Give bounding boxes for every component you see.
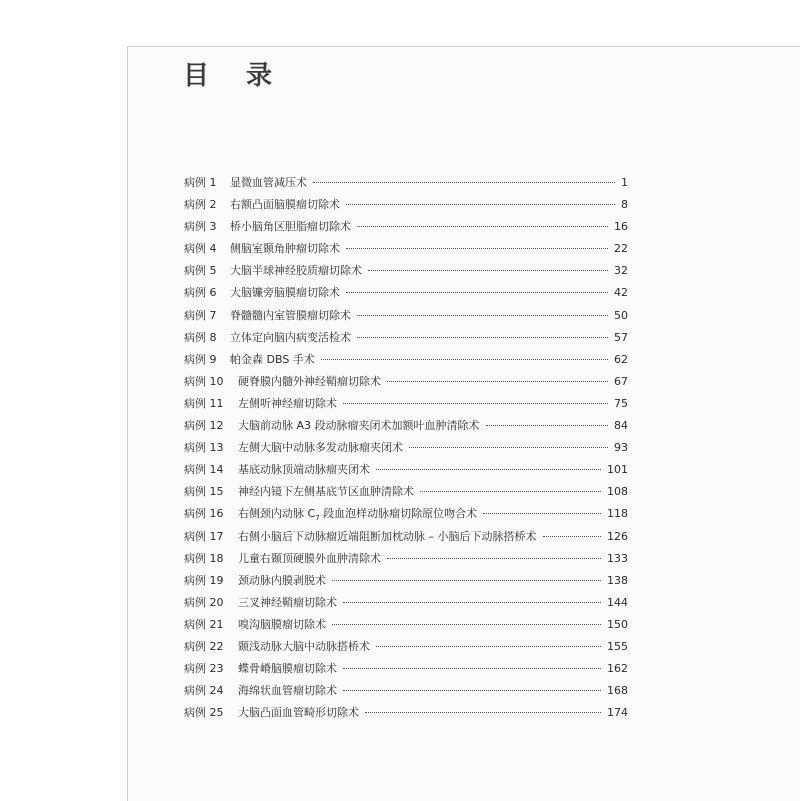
page-number: 84 — [614, 419, 628, 433]
page-number: 118 — [607, 507, 628, 521]
case-label: 病例 21 — [184, 617, 224, 631]
entry-title: 脊髓髓内室管膜瘤切除术 — [230, 308, 351, 322]
toc-entry[interactable] — [184, 415, 628, 437]
case-label: 病例 1 — [184, 176, 217, 189]
toc-entry[interactable] — [184, 305, 628, 327]
page-number: 16 — [614, 220, 628, 234]
page-number: 67 — [614, 374, 628, 388]
dot-leader — [343, 602, 601, 603]
entry-title: 大脑凸面血管畸形切除术 — [238, 706, 359, 720]
entry-title: 硬脊膜内髓外神经鞘瘤切除术 — [238, 374, 381, 388]
page-number: 101 — [607, 463, 628, 477]
toc-entry[interactable] — [184, 437, 628, 459]
dot-leader — [346, 204, 615, 205]
entry-title-subscript: 7 — [315, 514, 320, 523]
entry-title: 右额凸面脑膜瘤切除术 — [230, 198, 340, 212]
page-number: 50 — [614, 308, 628, 322]
case-label: 病例 6 — [184, 286, 217, 300]
dot-leader — [346, 248, 608, 249]
case-label: 病例 20 — [184, 595, 224, 609]
table-of-contents — [184, 172, 628, 724]
dot-leader — [409, 447, 608, 448]
page-number: 1 — [621, 176, 628, 189]
case-label: 病例 13 — [184, 441, 224, 455]
entry-title: 大脑半球神经胶质瘤切除术 — [230, 264, 362, 278]
toc-entry[interactable] — [184, 238, 628, 260]
page-number: 168 — [607, 684, 628, 698]
page-number: 22 — [614, 242, 628, 256]
toc-entry[interactable] — [184, 393, 628, 415]
toc-entry[interactable] — [184, 459, 628, 481]
dot-leader — [357, 226, 608, 227]
page-number: 133 — [607, 551, 628, 565]
dot-leader — [368, 270, 608, 271]
dot-leader — [343, 668, 601, 669]
case-label: 病例 3 — [184, 220, 217, 234]
page-number: 32 — [614, 264, 628, 278]
toc-entry[interactable] — [184, 548, 628, 570]
case-label: 病例 16 — [184, 507, 224, 521]
dot-leader — [420, 491, 601, 492]
entry-title: 帕金森 DBS 手术 — [230, 352, 315, 366]
page-number: 42 — [614, 286, 628, 300]
toc-entry[interactable] — [184, 172, 628, 194]
dot-leader — [313, 182, 615, 183]
toc-entry[interactable] — [184, 614, 628, 636]
entry-title: 大脑前动脉 A3 段动脉瘤夹闭术加额叶血肿清除术 — [238, 419, 480, 433]
toc-entry[interactable] — [184, 570, 628, 592]
dot-leader — [332, 624, 601, 625]
dot-leader — [343, 690, 601, 691]
entry-title: 大脑镰旁脑膜瘤切除术 — [230, 286, 340, 300]
entry-title: 儿童右颞顶硬膜外血肿清除术 — [238, 551, 381, 565]
entry-title-part: 段血泡样动脉瘤切除原位吻合术 — [319, 507, 478, 521]
entry-title: 颞浅动脉大脑中动脉搭桥术 — [238, 639, 370, 653]
case-label: 病例 12 — [184, 419, 224, 433]
case-label: 病例 19 — [184, 573, 224, 587]
toc-entry[interactable] — [184, 481, 628, 503]
dot-leader — [365, 712, 601, 713]
page-number: 155 — [607, 639, 628, 653]
page-number: 93 — [614, 441, 628, 455]
dot-leader — [376, 469, 601, 470]
toc-entry[interactable] — [184, 371, 628, 393]
toc-entry[interactable] — [184, 260, 628, 282]
case-label: 病例 25 — [184, 706, 224, 720]
dot-leader — [376, 646, 601, 647]
dot-leader — [357, 315, 608, 316]
toc-entry[interactable] — [184, 349, 628, 371]
dot-leader — [332, 580, 601, 581]
dot-leader — [357, 337, 608, 338]
toc-entry[interactable] — [184, 526, 628, 548]
toc-entry[interactable] — [184, 592, 628, 614]
page-number: 138 — [607, 573, 628, 587]
case-label: 病例 8 — [184, 330, 217, 344]
dot-leader — [387, 558, 601, 559]
page-number: 144 — [607, 595, 628, 609]
case-label: 病例 4 — [184, 242, 217, 256]
case-label: 病例 11 — [184, 396, 224, 410]
case-label: 病例 10 — [184, 374, 224, 388]
page-number: 62 — [614, 352, 628, 366]
page-number: 174 — [607, 706, 628, 720]
case-label: 病例 9 — [184, 352, 217, 366]
case-label: 病例 17 — [184, 529, 224, 543]
case-label: 病例 23 — [184, 662, 224, 676]
entry-title: 右侧小脑后下动脉瘤近端阻断加枕动脉 – 小脑后下动脉搭桥术 — [238, 529, 537, 543]
dot-leader — [343, 403, 608, 404]
page-number: 162 — [607, 662, 628, 676]
dot-leader — [483, 513, 601, 514]
entry-title: 神经内镜下左侧基底节区血肿清除术 — [238, 485, 414, 499]
toc-entry[interactable] — [184, 327, 628, 349]
entry-title: 基底动脉顶端动脉瘤夹闭术 — [238, 463, 370, 477]
dot-leader — [387, 381, 608, 382]
entry-title: 嗅沟脑膜瘤切除术 — [238, 617, 326, 631]
page-number: 108 — [607, 485, 628, 499]
entry-title: 左侧听神经瘤切除术 — [238, 396, 337, 410]
toc-entry[interactable] — [184, 216, 628, 238]
entry-title: 立体定向脑内病变活检术 — [230, 330, 351, 344]
toc-entry[interactable] — [184, 194, 628, 216]
entry-title: 显微血管减压术 — [230, 176, 307, 189]
page-number: 8 — [621, 198, 628, 212]
entry-title: 海绵状血管瘤切除术 — [238, 684, 337, 698]
dot-leader — [486, 425, 608, 426]
case-label: 病例 18 — [184, 551, 224, 565]
toc-entry[interactable] — [184, 503, 628, 525]
page-title: 目 录 — [183, 61, 287, 91]
toc-entry[interactable] — [184, 636, 628, 658]
case-label: 病例 22 — [184, 639, 224, 653]
toc-entry[interactable] — [184, 282, 628, 304]
page-number: 75 — [614, 396, 628, 410]
dot-leader — [321, 359, 608, 360]
case-label: 病例 14 — [184, 463, 224, 477]
entry-title: 桥小脑角区胆脂瘤切除术 — [230, 220, 351, 234]
entry-title-part: 右侧颈内动脉 C — [238, 507, 316, 521]
page-number: 126 — [607, 529, 628, 543]
entry-title: 侧脑室颞角肿瘤切除术 — [230, 242, 340, 256]
case-label: 病例 7 — [184, 308, 217, 322]
case-label: 病例 5 — [184, 264, 217, 278]
entry-title: 三叉神经鞘瘤切除术 — [238, 595, 337, 609]
toc-entry[interactable] — [184, 702, 628, 724]
entry-title: 左侧大脑中动脉多发动脉瘤夹闭术 — [238, 441, 403, 455]
entry-title — [238, 503, 477, 525]
case-label: 病例 24 — [184, 684, 224, 698]
case-label: 病例 2 — [184, 198, 217, 212]
page-number: 57 — [614, 330, 628, 344]
toc-entry[interactable] — [184, 658, 628, 680]
entry-title: 蝶骨嵴脑膜瘤切除术 — [238, 662, 337, 676]
entry-title: 颈动脉内膜剥脱术 — [238, 573, 326, 587]
page-number: 150 — [607, 617, 628, 631]
case-label: 病例 15 — [184, 485, 224, 499]
toc-entry[interactable] — [184, 680, 628, 702]
dot-leader — [543, 536, 602, 537]
dot-leader — [346, 292, 608, 293]
